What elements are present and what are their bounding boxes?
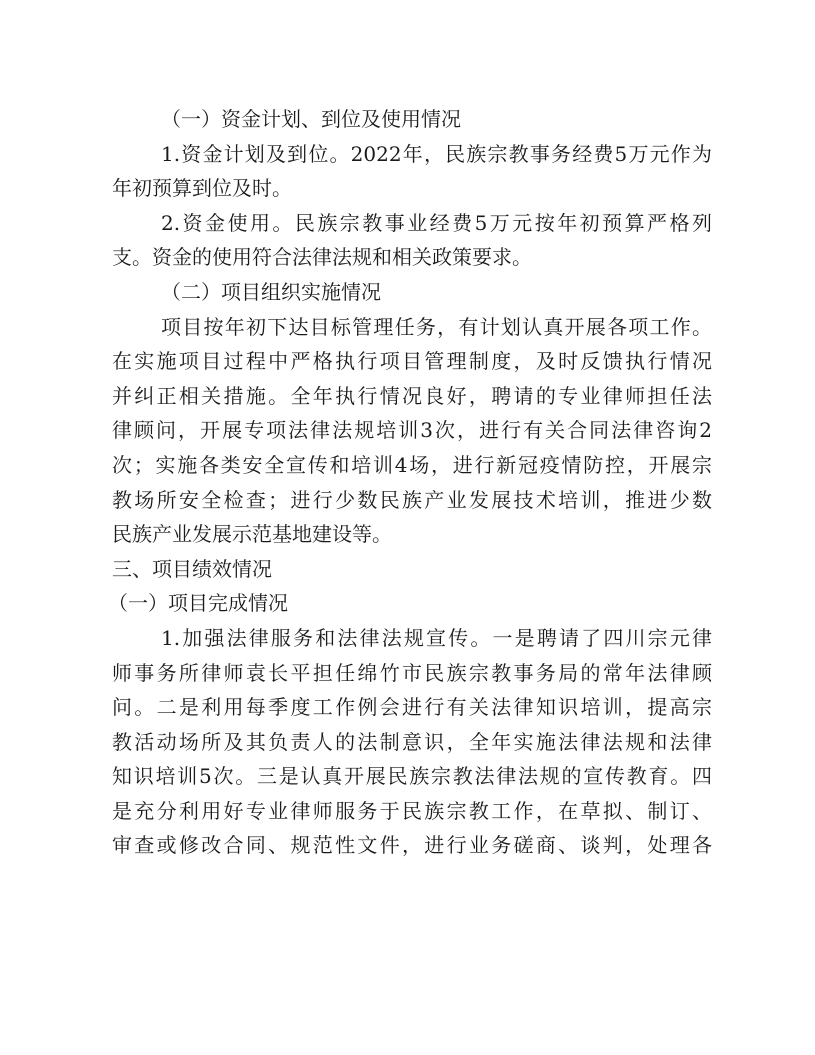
paragraph-line: 次；实施各类安全宣传和培训4场，进行新冠疫情防控，开展宗 [112,452,712,477]
paragraph-line: 师事务所律师袁长平担任绵竹市民族宗教事务局的常年法律顾 [112,660,712,685]
section-heading-completion: （一）项目完成情况 [108,591,288,616]
paragraph-line: 2.资金使用。民族宗教事业经费5万元按年初预算严格列 [161,210,712,235]
paragraph-line: 教场所安全检查；进行少数民族产业发展技术培训，推进少数 [112,487,712,512]
document-body [108,102,712,863]
section-heading-implementation: （二）项目组织实施情况 [161,279,381,304]
paragraph-line: 项目按年初下达目标管理任务，有计划认真开展各项工作。 [161,314,712,339]
section-heading-funding: （一）资金计划、到位及使用情况 [161,107,461,131]
paragraph-line: 1.加强法律服务和法律法规宣传。一是聘请了四川宗元律 [161,625,712,650]
paragraph-line: 在实施项目过程中严格执行项目管理制度，及时反馈执行情况 [112,349,712,374]
paragraph-line: 律顾问，开展专项法律法规培训3次，进行有关合同法律咨询2 [112,418,712,443]
paragraph-line: 支。资金的使用符合法律法规和相关政策要求。 [112,245,532,270]
paragraph-line: 并纠正相关措施。全年执行情况良好，聘请的专业律师担任法 [112,383,712,408]
paragraph-line: 1.资金计划及到位。2022年，民族宗教事务经费5万元作为 [161,141,712,166]
chapter-heading-performance: 三、项目绩效情况 [112,556,272,581]
paragraph-line: 知识培训5次。三是认真开展民族宗教法律法规的宣传教育。四 [112,764,712,789]
paragraph-line: 民族产业发展示范基地建设等。 [112,522,392,547]
paragraph-line: 教活动场所及其负责人的法制意识，全年实施法律法规和法律 [112,729,712,754]
paragraph-line: 是充分利用好专业律师服务于民族宗教工作，在草拟、制订、 [112,798,712,823]
paragraph-line: 问。二是利用每季度工作例会进行有关法律知识培训，提高宗 [112,695,712,720]
paragraph-line: 年初预算到位及时。 [112,176,292,201]
paragraph-line: 审查或修改合同、规范性文件，进行业务磋商、谈判，处理各 [112,833,712,858]
